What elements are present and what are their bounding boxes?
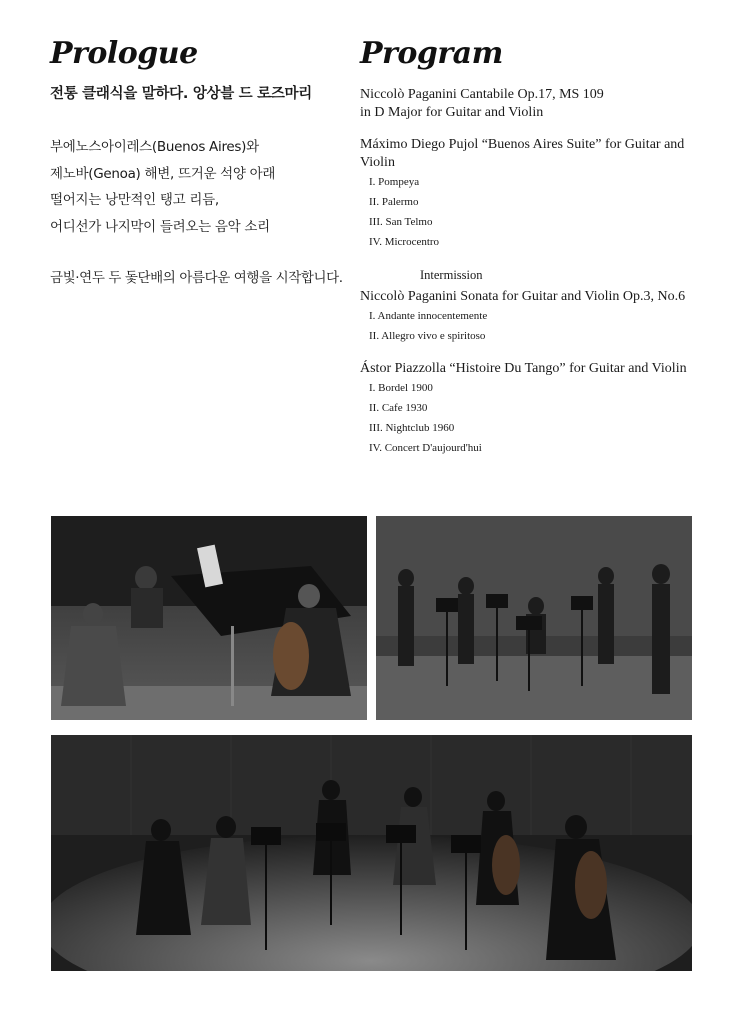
piece-title: Máximo Diego Pujol “Buenos Aires Suite” for Guitar and Violin xyxy=(360,137,685,170)
movement: II. Allegro vivo e spiritoso xyxy=(369,330,486,342)
prologue-lines xyxy=(50,134,350,240)
piece-title: Niccolò Paganini Cantabile Op.17, MS 109 xyxy=(360,87,604,102)
piece-title-continued: in D Major for Guitar and Violin xyxy=(360,105,544,120)
photo-wide-stage-image xyxy=(51,735,692,971)
movement: II. Palermo xyxy=(369,196,419,208)
piece-title: Niccolò Paganini Sonata for Guitar and Violin Op.3, No.6 xyxy=(360,289,686,304)
piece-title: Ástor Piazzolla “Histoire Du Tango” for Guitar and Violin xyxy=(360,361,687,376)
photo-wide-stage xyxy=(51,735,692,971)
prologue-section xyxy=(50,84,350,286)
prologue-title: Prologue xyxy=(50,36,198,71)
photo-piano-trio-image xyxy=(51,516,367,720)
program-title: Program xyxy=(360,36,503,71)
movement: I. Bordel 1900 xyxy=(369,382,433,394)
prologue-line: 어디선가 나지막이 들려오는 음악 소리 xyxy=(50,218,270,235)
photo-stage-ensemble xyxy=(376,516,692,720)
prologue-line: 제노바(Genoa) 해변, 뜨거운 석양 아래 xyxy=(50,165,276,182)
prologue-headline: 전통 클래식을 말하다. 앙상블 드 로즈마리 xyxy=(50,86,312,102)
prologue-closing: 금빛·연두 두 돛단배의 아름다운 여행을 시작합니다. xyxy=(50,270,343,286)
movement: III. San Telmo xyxy=(369,216,433,228)
movement: IV. Concert D'aujourd'hui xyxy=(369,442,482,454)
movement: I. Andante innocentemente xyxy=(369,310,488,322)
movement: III. Nightclub 1960 xyxy=(369,422,455,434)
intermission-label: Intermission xyxy=(420,268,483,282)
movement: I. Pompeya xyxy=(369,176,420,188)
movement: IV. Microcentro xyxy=(369,236,440,248)
prologue-line: 부에노스아이레스(Buenos Aires)와 xyxy=(50,139,259,155)
program-section xyxy=(360,86,720,458)
prologue-line: 떨어지는 낭만적인 탱고 리듬, xyxy=(50,192,219,208)
photo-stage-ensemble-image xyxy=(376,516,692,720)
movement: II. Cafe 1930 xyxy=(369,402,428,414)
photo-piano-trio xyxy=(51,516,367,720)
